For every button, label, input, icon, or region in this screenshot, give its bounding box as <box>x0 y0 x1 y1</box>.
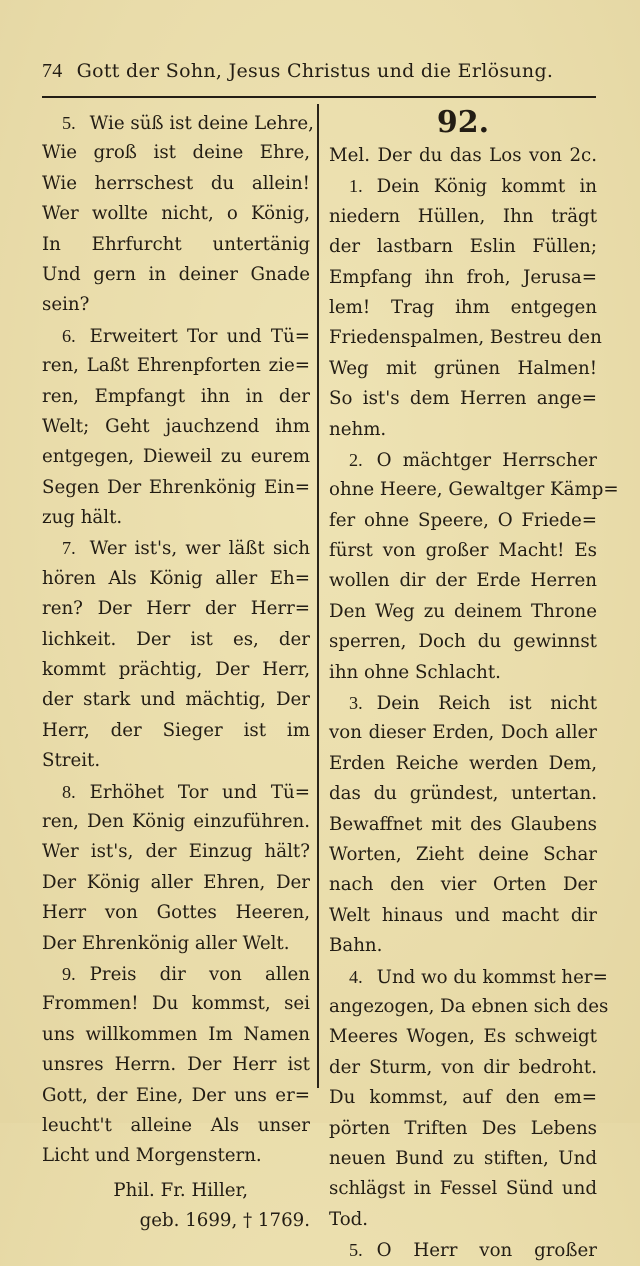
stanza-number: 4. <box>349 966 363 987</box>
verse-line: fer ohne Speere, O Friede= <box>329 509 597 531</box>
verse-line: nehm. <box>329 418 387 440</box>
verse-line: lem! Trag ihm entgegen <box>329 296 597 318</box>
verse-line: entgegen, Dieweil zu eurem <box>42 446 310 468</box>
verse-line: lichkeit. Der ist es, der <box>42 628 310 650</box>
verse-line: Bewaffnet mit des Glaubens <box>329 813 597 835</box>
stanza-number: 7. <box>62 538 76 559</box>
verse-line: kommt prächtig, Der Herr, <box>42 659 310 681</box>
verse-text: Erhöhet Tor und Tü= <box>89 781 310 803</box>
stanza-first-line <box>42 533 310 563</box>
stanza-first-line <box>42 777 310 807</box>
verse-line: wollen dir der Erde Herren <box>329 570 597 592</box>
stanza-8 <box>42 777 310 959</box>
stanza-number: 5. <box>62 113 76 133</box>
section-title: Gott der Sohn, Jesus Christus und die Erlösung. <box>76 60 554 82</box>
stanza-2 <box>329 445 619 688</box>
verse-line: ren? Der Herr der Herr= <box>42 598 310 620</box>
left-column <box>42 108 314 1236</box>
verse-line: sein? <box>42 294 90 316</box>
stanza-number: 3. <box>349 693 363 714</box>
verse-line: Tod. <box>329 1208 369 1230</box>
page-number: 74 <box>42 60 63 82</box>
verse-line: der Sturm, von dir bedroht. <box>329 1056 597 1078</box>
stanza-number: 6. <box>62 325 76 346</box>
stanza-number: 8. <box>62 781 76 802</box>
verse-line: Frommen! Du kommst, sei <box>42 993 310 1015</box>
verse-line: Erden Reiche werden Dem, <box>329 752 597 774</box>
verse-text: Erweitert Tor und Tü= <box>89 325 310 347</box>
verse-line: Wie groß ist deine Ehre, <box>42 142 310 164</box>
verse-line: Segen Der Ehrenkönig Ein= <box>42 476 310 498</box>
verse-line: sperren, Doch du gewinnst <box>329 631 597 653</box>
right-column <box>329 105 619 1265</box>
verse-line: Meeres Wogen, Es schweigt <box>329 1026 597 1048</box>
verse-line: Bahn. <box>329 935 383 957</box>
verse-line: Weg mit grünen Halmen! <box>329 357 597 379</box>
verse-line: Licht und Morgenstern. <box>42 1145 262 1167</box>
verse-line: Worten, Zieht deine Schar <box>329 843 597 865</box>
verse-line: Der König aller Ehren, Der <box>42 871 310 893</box>
column-divider <box>317 104 319 1088</box>
stanza-number: 5. <box>349 1240 363 1261</box>
verse-line: Empfang ihn froh, Jerusa= <box>329 266 597 288</box>
verse-text: O mächtger Herrscher <box>376 449 597 471</box>
verse-text: Preis dir von allen <box>89 963 310 985</box>
stanza-1 <box>329 171 602 445</box>
stanza-first-line <box>329 1235 597 1265</box>
verse-line: zug hält. <box>42 507 123 529</box>
verse-line: ihn ohne Schlacht. <box>329 661 501 683</box>
author-dates: geb. 1699, † 1769. <box>139 1210 310 1232</box>
stanza-7 <box>42 533 310 776</box>
stanza-first-line <box>42 321 310 351</box>
stanza-number: 2. <box>349 449 363 470</box>
verse-line: Streit. <box>42 750 101 772</box>
verse-line: Wer wollte nicht, o König, <box>42 203 310 225</box>
verse-line: nach den vier Orten Der <box>329 874 597 896</box>
stanza-first-line <box>329 688 597 718</box>
verse-text: O Herr von großer <box>376 1240 597 1262</box>
verse-line: niedern Hüllen, Ihn trägt <box>329 205 597 227</box>
verse-text: Und wo du kommst her= <box>376 966 608 988</box>
verse-line: Welt hinaus und macht dir <box>329 904 597 926</box>
verse-line: Gott, der Eine, Der uns er= <box>42 1084 310 1106</box>
verse-line: Den Weg zu deinem Throne <box>329 600 597 622</box>
verse-line: der stark und mächtig, Der <box>42 689 310 711</box>
stanza-first-line <box>42 959 310 989</box>
verse-line: schlägst in Fessel Sünd und <box>329 1178 597 1200</box>
verse-line: leucht't alleine Als unser <box>42 1114 310 1136</box>
verse-line: ren, Empfangt ihn in der <box>42 385 310 407</box>
verse-line: angezogen, Da ebnen sich des <box>329 995 609 1017</box>
author-name: Phil. Fr. Hiller, <box>113 1179 248 1201</box>
verse-line: von dieser Erden, Doch aller <box>329 722 597 744</box>
verse-line: Herr, der Sieger ist im <box>42 719 310 741</box>
verse-line: Und gern in deiner Gnade <box>42 263 310 285</box>
verse-line: Wer ist's, der Einzug hält? <box>42 841 310 863</box>
header-rule <box>42 96 596 98</box>
verse-line: In Ehrfurcht untertänig <box>42 233 310 255</box>
verse-line: Du kommst, auf den em= <box>329 1087 597 1109</box>
hymn-number: 92. <box>436 105 490 140</box>
verse-line: der lastbarn Eslin Füllen; <box>329 236 597 258</box>
verse-text: Dein König kommt in <box>376 176 597 198</box>
verse-line: uns willkommen Im Namen <box>42 1023 310 1045</box>
verse-line: neuen Bund zu stiften, Und <box>329 1147 597 1169</box>
stanza-first-line <box>42 108 314 138</box>
stanza-3 <box>329 688 597 962</box>
verse-line: ohne Heere, Gewaltger Kämp= <box>329 479 619 501</box>
verse-line: fürst von großer Macht! Es <box>329 540 597 562</box>
stanza-4 <box>329 962 609 1236</box>
stanza-5 <box>42 108 314 321</box>
verse-line: Welt; Geht jauchzend ihm <box>42 415 310 437</box>
verse-line: Friedenspalmen, Bestreu den <box>329 327 602 349</box>
verse-line: pörten Triften Des Lebens <box>329 1117 597 1139</box>
stanza-number: 9. <box>62 963 76 984</box>
verse-line: ren, Laßt Ehrenpforten zie= <box>42 355 310 377</box>
verse-line: So ist's dem Herren ange= <box>329 388 597 410</box>
stanza-6 <box>42 321 310 534</box>
verse-line: Wie herrschest du allein! <box>42 172 310 194</box>
verse-text: Dein Reich ist nicht <box>376 693 597 715</box>
stanza-first-line <box>329 171 597 201</box>
verse-line: das du gründest, untertan. <box>329 783 597 805</box>
stanza-number: 1. <box>349 176 363 197</box>
verse-line: hören Als König aller Eh= <box>42 567 310 589</box>
verse-line: Herr von Gottes Heeren, <box>42 902 310 924</box>
verse-text: Wer ist's, wer läßt sich <box>89 538 310 560</box>
melody-reference: Mel. Der du das Los von 2c. <box>329 145 597 166</box>
verse-text: Wie süß ist deine Lehre, <box>89 113 314 134</box>
stanza-9 <box>42 959 310 1172</box>
verse-line: Der Ehrenkönig aller Welt. <box>42 932 290 954</box>
verse-line: ren, Den König einzuführen. <box>42 810 310 832</box>
running-head <box>42 60 596 88</box>
stanza-first-line <box>329 445 597 475</box>
stanza-first-line <box>329 962 608 992</box>
verse-line: unsres Herrn. Der Herr ist <box>42 1054 310 1076</box>
stanza-5 <box>329 1235 597 1265</box>
